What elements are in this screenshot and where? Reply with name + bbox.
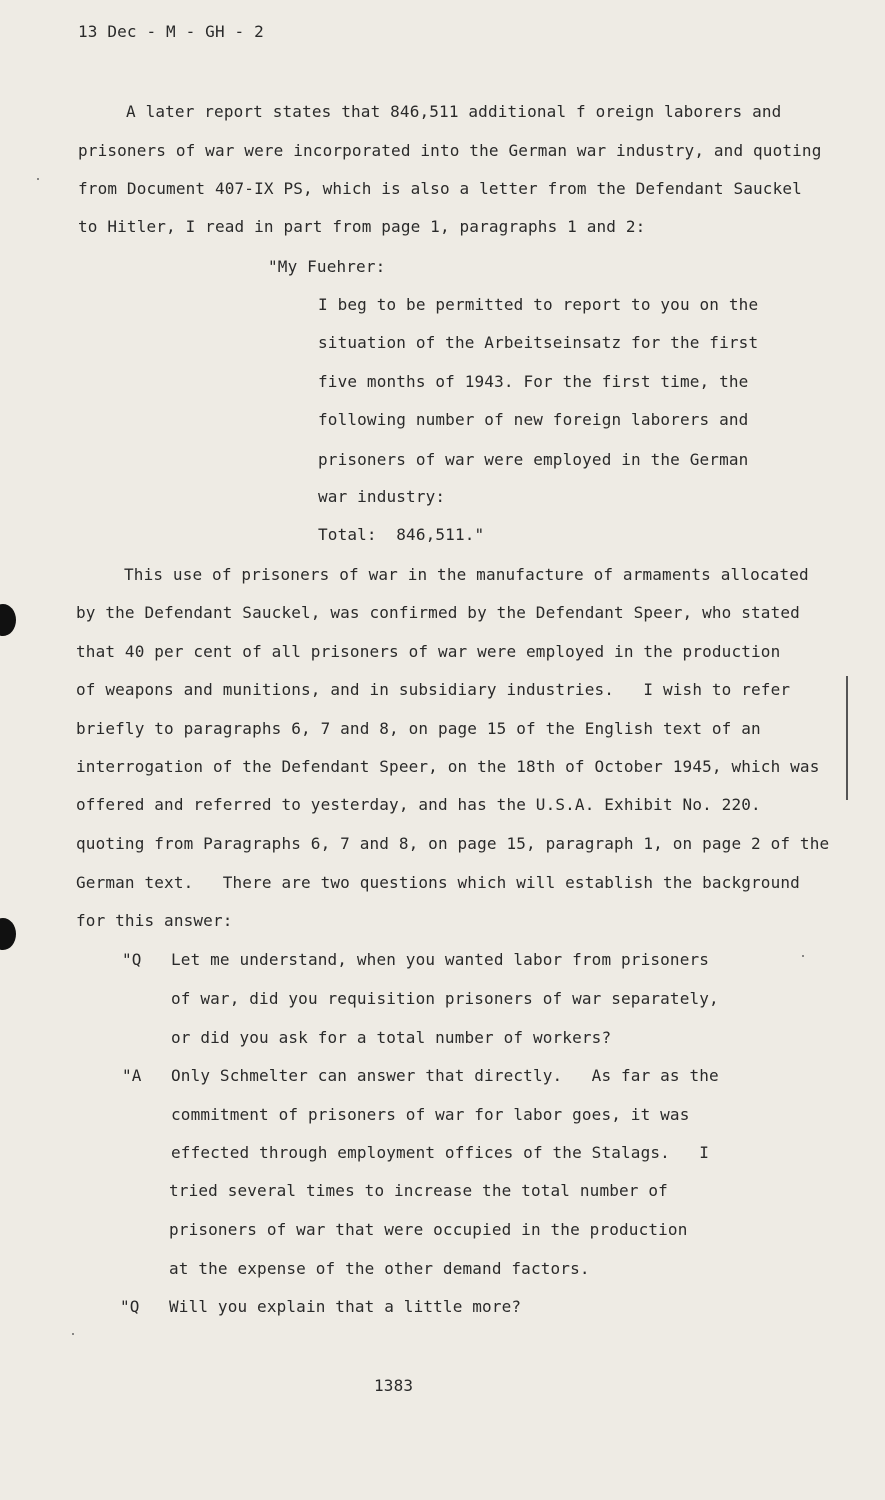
speck	[72, 1333, 74, 1335]
margin-line-mark	[846, 676, 848, 800]
paragraph-line: briefly to paragraphs 6, 7 and 8, on page 15 of the English text of an	[76, 719, 761, 738]
qa-marker: "A	[122, 1066, 142, 1085]
paragraph-line: German text. There are two questions which will establish the background	[76, 873, 800, 892]
speck	[37, 178, 39, 180]
letter-line: five months of 1943. For the first time, the	[318, 372, 749, 391]
letter-line: war industry:	[318, 487, 446, 506]
page-header: 13 Dec - M - GH - 2	[78, 22, 264, 41]
letter-salutation: "My Fuehrer:	[268, 257, 386, 276]
page-number: 1383	[374, 1376, 414, 1395]
qa-marker: "Q	[122, 950, 142, 969]
qa-line: of war, did you requisition prisoners of war separately,	[171, 989, 719, 1008]
paragraph-line: of weapons and munitions, and in subsidiary industries. I wish to refer	[76, 680, 791, 699]
qa-marker: "Q	[120, 1297, 140, 1316]
letter-total: Total: 846,511."	[318, 525, 485, 544]
paragraph-line: A later report states that 846,511 additional f oreign laborers and	[126, 102, 782, 121]
paragraph-line: offered and referred to yesterday, and has the U.S.A. Exhibit No. 220.	[76, 795, 761, 814]
paragraph-line: quoting from Paragraphs 6, 7 and 8, on page 15, paragraph 1, on page 2 of the	[76, 834, 830, 853]
qa-line: effected through employment offices of the Stalags. I	[171, 1143, 710, 1162]
punch-hole-top	[0, 604, 16, 636]
paragraph-line: from Document 407-IX PS, which is also a letter from the Defendant Sauckel	[78, 179, 802, 198]
punch-hole-bottom	[0, 918, 16, 950]
paragraph-line: for this answer:	[76, 911, 233, 930]
paragraph-line: interrogation of the Defendant Speer, on the 18th of October 1945, which was	[76, 757, 820, 776]
qa-line: at the expense of the other demand factors.	[169, 1259, 590, 1278]
qa-line: or did you ask for a total number of workers?	[171, 1028, 612, 1047]
letter-line: following number of new foreign laborers and	[318, 410, 749, 429]
qa-line: commitment of prisoners of war for labor goes, it was	[171, 1105, 690, 1124]
qa-line: prisoners of war that were occupied in the production	[169, 1220, 688, 1239]
paragraph-line: that 40 per cent of all prisoners of war were employed in the production	[76, 642, 781, 661]
qa-line: Only Schmelter can answer that directly. As far as the	[171, 1066, 719, 1085]
speck	[802, 955, 804, 957]
letter-line: I beg to be permitted to report to you on the	[318, 295, 759, 314]
paragraph-line: by the Defendant Sauckel, was confirmed by the Defendant Speer, who stated	[76, 603, 800, 622]
qa-line: Let me understand, when you wanted labor from prisoners	[171, 950, 710, 969]
qa-line: Will you explain that a little more?	[169, 1297, 522, 1316]
qa-line: tried several times to increase the total number of	[169, 1181, 668, 1200]
letter-line: situation of the Arbeitseinsatz for the first	[318, 333, 759, 352]
paragraph-line: This use of prisoners of war in the manufacture of armaments allocated	[124, 565, 809, 584]
paragraph-line: prisoners of war were incorporated into the German war industry, and quoting	[78, 141, 822, 160]
letter-line: prisoners of war were employed in the German	[318, 450, 749, 469]
paragraph-line: to Hitler, I read in part from page 1, paragraphs 1 and 2:	[78, 217, 646, 236]
